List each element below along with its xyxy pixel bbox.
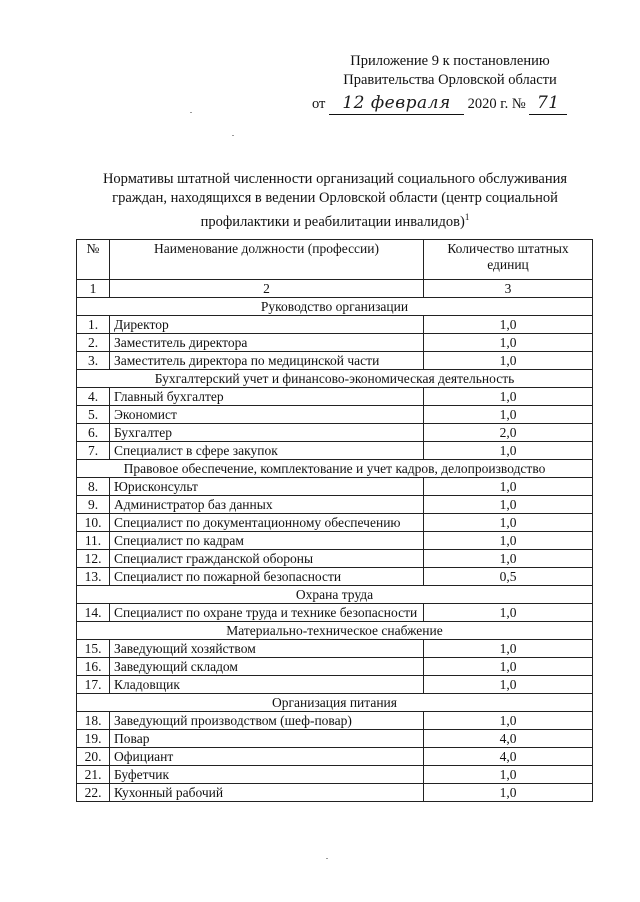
table-row — [77, 442, 593, 460]
table-row — [77, 604, 593, 622]
header-staff-count: Количество штатных единиц — [424, 240, 593, 280]
table-row — [77, 730, 593, 748]
table-row — [77, 478, 593, 496]
section-title: Руководство организации — [77, 298, 593, 316]
table-header-row — [77, 240, 593, 280]
table-row — [77, 334, 593, 352]
position-name: Специалист по пожарной безопасности — [110, 568, 424, 586]
staff-count: 1,0 — [424, 442, 593, 460]
table-row — [77, 424, 593, 442]
position-name: Администратор баз данных — [110, 496, 424, 514]
row-number: 9. — [77, 496, 110, 514]
section-title: Организация питания — [77, 694, 593, 712]
position-name: Специалист по охране труда и технике безопасности — [110, 604, 424, 622]
section-header-row — [77, 460, 593, 478]
header-position-name: Наименование должности (профессии) — [110, 240, 424, 280]
staffing-norms-table — [76, 239, 593, 802]
date-prefix: от — [312, 96, 326, 112]
title-text: Нормативы штатной численности организаций социального обслуживания граждан, находящихся в ведении Орловской области (центр социальной профилактики и реабилитации инвалидов) — [102, 171, 568, 230]
row-number: 22. — [77, 784, 110, 802]
scan-speck — [190, 112, 192, 113]
staff-count: 2,0 — [424, 424, 593, 442]
position-name: Экономист — [110, 406, 424, 424]
table-row — [77, 784, 593, 802]
row-number: 15. — [77, 640, 110, 658]
column-number-1: 1 — [77, 280, 110, 298]
position-name: Директор — [110, 316, 424, 334]
table-row — [77, 514, 593, 532]
row-number: 14. — [77, 604, 110, 622]
table-row — [77, 352, 593, 370]
row-number: 16. — [77, 658, 110, 676]
row-number: 19. — [77, 730, 110, 748]
year-and-number-label: 2020 г. № — [467, 96, 526, 112]
position-name: Юрисконсульт — [110, 478, 424, 496]
number-field — [529, 94, 567, 115]
staff-count: 1,0 — [424, 316, 593, 334]
decree-date-line — [312, 94, 602, 115]
staff-count: 1,0 — [424, 352, 593, 370]
staff-count: 1,0 — [424, 550, 593, 568]
section-title: Правовое обеспечение, комплектование и учет кадров, делопроизводство — [77, 460, 593, 478]
staff-count: 1,0 — [424, 640, 593, 658]
table-row — [77, 532, 593, 550]
table-row — [77, 550, 593, 568]
section-header-row — [77, 298, 593, 316]
column-number-3: 3 — [424, 280, 593, 298]
position-name: Кладовщик — [110, 676, 424, 694]
staff-count: 1,0 — [424, 532, 593, 550]
position-name: Буфетчик — [110, 766, 424, 784]
position-name: Заведующий складом — [110, 658, 424, 676]
row-number: 6. — [77, 424, 110, 442]
appendix-line-1: Приложение 9 к постановлению — [350, 53, 550, 69]
position-name: Главный бухгалтер — [110, 388, 424, 406]
table-row — [77, 388, 593, 406]
row-number: 8. — [77, 478, 110, 496]
position-name: Специалист по кадрам — [110, 532, 424, 550]
table-row — [77, 766, 593, 784]
appendix-header — [300, 52, 600, 90]
position-name: Кухонный рабочий — [110, 784, 424, 802]
document-title — [80, 170, 590, 232]
section-header-row — [77, 694, 593, 712]
staff-count: 1,0 — [424, 478, 593, 496]
staff-count: 1,0 — [424, 406, 593, 424]
position-name: Бухгалтер — [110, 424, 424, 442]
staff-count: 1,0 — [424, 514, 593, 532]
table-row — [77, 568, 593, 586]
row-number: 21. — [77, 766, 110, 784]
scan-speck — [326, 858, 328, 859]
section-header-row — [77, 586, 593, 604]
appendix-line-2: Правительства Орловской области — [343, 72, 557, 88]
row-number: 11. — [77, 532, 110, 550]
staff-count: 1,0 — [424, 784, 593, 802]
table-row — [77, 748, 593, 766]
position-name: Официант — [110, 748, 424, 766]
row-number: 17. — [77, 676, 110, 694]
staff-count: 4,0 — [424, 748, 593, 766]
scan-speck — [232, 135, 234, 136]
row-number: 12. — [77, 550, 110, 568]
row-number: 20. — [77, 748, 110, 766]
staff-count: 1,0 — [424, 388, 593, 406]
section-title: Охрана труда — [77, 586, 593, 604]
section-header-row — [77, 622, 593, 640]
staff-count: 0,5 — [424, 568, 593, 586]
column-number-row — [77, 280, 593, 298]
position-name: Повар — [110, 730, 424, 748]
row-number: 10. — [77, 514, 110, 532]
table-row — [77, 640, 593, 658]
staff-count: 1,0 — [424, 496, 593, 514]
position-name: Заместитель директора по медицинской части — [110, 352, 424, 370]
table-row — [77, 658, 593, 676]
row-number: 7. — [77, 442, 110, 460]
staff-count: 1,0 — [424, 604, 593, 622]
row-number: 5. — [77, 406, 110, 424]
position-name: Специалист по документационному обеспечению — [110, 514, 424, 532]
handwritten-number: 71 — [536, 93, 560, 113]
position-name: Заместитель директора — [110, 334, 424, 352]
row-number: 13. — [77, 568, 110, 586]
row-number: 3. — [77, 352, 110, 370]
staff-count: 1,0 — [424, 766, 593, 784]
column-number-2: 2 — [110, 280, 424, 298]
section-title: Бухгалтерский учет и финансово-экономическая деятельность — [77, 370, 593, 388]
table-row — [77, 316, 593, 334]
section-title: Материально-техническое снабжение — [77, 622, 593, 640]
position-name: Заведующий хозяйством — [110, 640, 424, 658]
position-name: Заведующий производством (шеф-повар) — [110, 712, 424, 730]
staff-count: 1,0 — [424, 658, 593, 676]
table-row — [77, 676, 593, 694]
staff-count: 1,0 — [424, 676, 593, 694]
row-number: 1. — [77, 316, 110, 334]
table-row — [77, 712, 593, 730]
header-number: № — [77, 240, 110, 280]
title-footnote-mark: 1 — [464, 212, 470, 222]
table-row — [77, 406, 593, 424]
handwritten-date: 12 февраля — [342, 93, 451, 113]
row-number: 18. — [77, 712, 110, 730]
section-header-row — [77, 370, 593, 388]
table-row — [77, 496, 593, 514]
position-name: Специалист в сфере закупок — [110, 442, 424, 460]
staff-count: 1,0 — [424, 334, 593, 352]
position-name: Специалист гражданской обороны — [110, 550, 424, 568]
date-field — [329, 94, 464, 115]
row-number: 2. — [77, 334, 110, 352]
staff-count: 1,0 — [424, 712, 593, 730]
staff-count: 4,0 — [424, 730, 593, 748]
row-number: 4. — [77, 388, 110, 406]
